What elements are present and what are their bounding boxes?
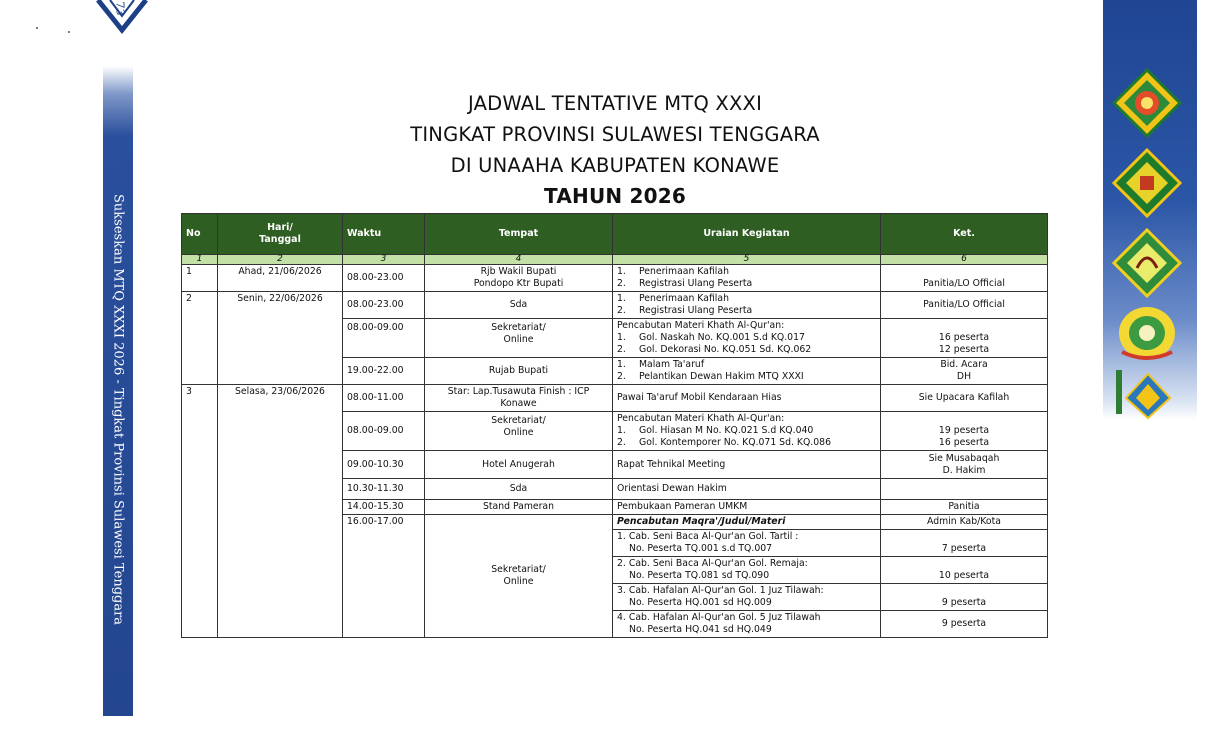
header-place: Tempat	[425, 214, 613, 255]
sub-item: 2. Cab. Seni Baca Al-Qur'an Gol. Remaja: No. Peserta TQ.081 sd TQ.090	[613, 557, 880, 584]
left-side-band	[103, 66, 133, 716]
cell-place: Sekretariat/ Online	[425, 319, 613, 358]
cell-time: 16.00-17.00	[343, 515, 425, 638]
cell-activity	[613, 412, 881, 451]
cell-note: Bid. Acara DH	[881, 358, 1048, 385]
table-row	[182, 385, 1048, 412]
cell-note: 16 peserta 12 peserta	[881, 319, 1048, 358]
cell-no: 2	[182, 292, 218, 385]
activity-intro: Pencabutan Materi Khath Al-Qur'an:	[617, 320, 785, 331]
emblem-logo-3	[1112, 228, 1182, 298]
table-row	[182, 265, 1048, 292]
cell-time: 14.00-15.30	[343, 500, 425, 515]
header-no: No	[182, 214, 218, 255]
cell-time: 08.00-11.00	[343, 385, 425, 412]
cell-note: Sie Upacara Kafilah	[881, 385, 1048, 412]
cell-no: 3	[182, 385, 218, 638]
list-item: 2. Pelantikan Dewan Hakim MTQ XXXI	[617, 371, 804, 382]
note-item: 7 peserta	[881, 530, 1047, 557]
cell-note: Sie Musabaqah D. Hakim	[881, 451, 1048, 479]
cell-time: 08.00-09.00	[343, 412, 425, 451]
list-item: 1. Gol. Hiasan M No. KQ.021 S.d KQ.040	[617, 425, 814, 436]
note-item: 9 peserta	[941, 618, 987, 629]
cell-time: 19.00-22.00	[343, 358, 425, 385]
schedule-table-wrap	[181, 213, 1047, 638]
cell-place: Sda	[425, 479, 613, 500]
cell-activity: Pembukaan Pameran UMKM	[613, 500, 881, 515]
cell-time: 08.00-09.00	[343, 319, 425, 358]
title-line-4: TAHUN 2026	[544, 184, 686, 208]
document-title	[360, 88, 870, 212]
title-line-2: TINGKAT PROVINSI SULAWESI TENGGARA	[410, 123, 820, 146]
note-item: 9 peserta	[881, 584, 1047, 611]
activity-heading: Pencabutan Maqra'/Judul/Materi	[613, 515, 880, 530]
cell-activity: Pawai Ta'aruf Mobil Kendaraan Hias	[613, 385, 881, 412]
header-day: Hari/ Tanggal	[218, 214, 343, 255]
cell-day: Senin, 22/06/2026	[218, 292, 343, 385]
title-line-3: DI UNAAHA KABUPATEN KONAWE	[450, 154, 780, 177]
table-row	[182, 292, 1048, 319]
col-number: 1	[182, 255, 218, 265]
cell-activity	[613, 265, 881, 292]
cell-activity	[613, 515, 881, 638]
scan-speck	[36, 27, 38, 29]
emblem-logo-2	[1112, 148, 1182, 218]
sub-item: 4. Cab. Hafalan Al-Qur'an Gol. 5 Juz Tilawah No. Peserta HQ.041 sd HQ.049	[617, 612, 821, 635]
cell-place: Stand Pameran	[425, 500, 613, 515]
cell-activity: Orientasi Dewan Hakim	[613, 479, 881, 500]
list-item: 2. Gol. Kontemporer No. KQ.071 Sd. KQ.086	[617, 437, 832, 448]
emblem-logo-1	[1112, 68, 1182, 138]
cell-place: Sda	[425, 292, 613, 319]
emblem-logo-5	[1112, 360, 1182, 430]
list-item: 1. Penerimaan Kafilah	[617, 266, 729, 277]
cell-time: 09.00-10.30	[343, 451, 425, 479]
cell-time: 08.00-23.00	[343, 292, 425, 319]
sub-item: 3. Cab. Hafalan Al-Qur'an Gol. 1 Juz Tilawah: No. Peserta HQ.001 sd HQ.009	[613, 584, 880, 611]
cell-no: 1	[182, 265, 218, 292]
list-item: 1. Malam Ta'aruf	[617, 359, 705, 370]
col-number: 3	[343, 255, 425, 265]
title-line-1: JADWAL TENTATIVE MTQ XXXI	[467, 92, 763, 115]
cell-activity	[613, 292, 881, 319]
list-item: 2. Gol. Dekorasi No. KQ.051 Sd. KQ.062	[617, 344, 812, 355]
cell-note: 19 peserta 16 peserta	[881, 412, 1048, 451]
cell-note: Panitia	[881, 500, 1048, 515]
page-number: 73	[113, 1, 127, 16]
header-note: Ket.	[881, 214, 1048, 255]
activity-intro: Pencabutan Materi Khath Al-Qur'an:	[617, 413, 785, 424]
list-item: 2. Registrasi Ulang Peserta	[617, 305, 753, 316]
col-number: 5	[613, 255, 881, 265]
schedule-table	[181, 213, 1048, 638]
cell-note: Panitia/LO Official	[881, 292, 1048, 319]
list-item: 1. Gol. Naskah No. KQ.001 S.d KQ.017	[617, 332, 805, 343]
list-item: 1. Penerimaan Kafilah	[617, 293, 729, 304]
col-number: 4	[425, 255, 613, 265]
cell-activity: Rapat Tehnikal Meeting	[613, 451, 881, 479]
cell-note	[881, 479, 1048, 500]
cell-note: Panitia/LO Official	[881, 265, 1048, 292]
cell-time: 08.00-23.00	[343, 265, 425, 292]
side-slogan: Sukseskan MTQ XXXI 2026 - Tingkat Provinsi Sulawesi Tenggara	[110, 194, 126, 626]
cell-place: Rujab Bupati	[425, 358, 613, 385]
cell-activity	[613, 319, 881, 358]
note-heading: Admin Kab/Kota	[881, 515, 1047, 530]
note-item: 10 peserta	[881, 557, 1047, 584]
col-number: 2	[218, 255, 343, 265]
scan-speck	[68, 31, 70, 33]
list-item: 2. Registrasi Ulang Peserta	[617, 278, 753, 289]
cell-day: Selasa, 23/06/2026	[218, 385, 343, 638]
cell-day: Ahad, 21/06/2026	[218, 265, 343, 292]
cell-note	[881, 515, 1048, 638]
cell-place: Star: Lap.Tusawuta Finish : ICP Konawe	[425, 385, 613, 412]
cell-place: Sekretariat/ Online	[425, 515, 613, 638]
sub-item: 1. Cab. Seni Baca Al-Qur'an Gol. Tartil : No. Peserta TQ.001 s.d TQ.007	[613, 530, 880, 557]
cell-place: Rjb Wakil Bupati Pondopo Ktr Bupati	[425, 265, 613, 292]
col-number: 6	[881, 255, 1048, 265]
header-activity: Uraian Kegiatan	[613, 214, 881, 255]
cell-place: Sekretariat/ Online	[425, 412, 613, 451]
cell-time: 10.30-11.30	[343, 479, 425, 500]
cell-place: Hotel Anugerah	[425, 451, 613, 479]
cell-activity	[613, 358, 881, 385]
header-time: Waktu	[343, 214, 425, 255]
